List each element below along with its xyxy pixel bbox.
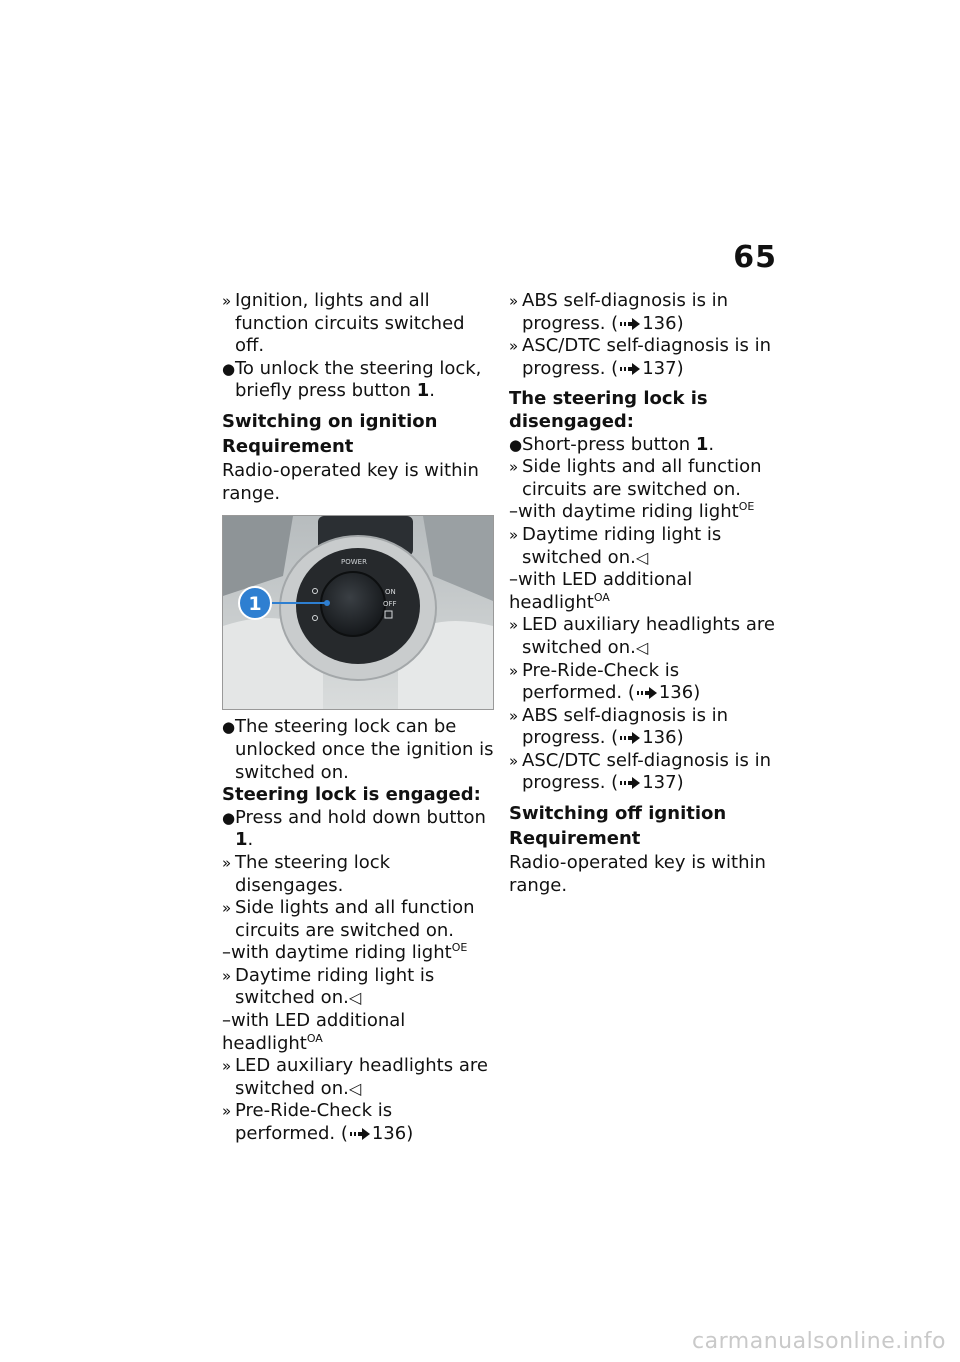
right-column (509, 290, 781, 897)
result-item: » LED auxiliary headlights are switched on.◁ (222, 1055, 488, 1099)
result-item: » Pre-Ride-Check is performed. ( 136) (222, 1100, 414, 1145)
section-heading: Switching on ignition (222, 410, 438, 432)
requirement-text: Radio-operated key is within range. (509, 852, 766, 896)
page-ref-arrow-icon (620, 318, 640, 330)
result-item: » ABS self-diagnosis is in progress. ( 136) (509, 290, 729, 334)
result-item: » ASC/DTC self-diagnosis is in progress. ( 137) (509, 749, 772, 794)
page-reference[interactable]: ( 137) (611, 357, 684, 379)
condition-item: –with LED additional headlight$^{OA}$ (509, 569, 693, 613)
page-ref-arrow-icon (620, 363, 640, 375)
requirement-text: Radio-operated key is within range. (222, 460, 479, 504)
condition-item: –with daytime riding light$^{OE}$ (222, 941, 468, 964)
section-heading: Switching off ignition (509, 803, 727, 825)
result-item: » ABS self-diagnosis is in progress. ( 136) (509, 704, 729, 749)
dial-off-label: OFF (383, 600, 397, 609)
dial-power-label: POWER (341, 558, 367, 567)
step-marker: ● (222, 359, 236, 378)
step-item: ● The steering lock can be unlocked once the ignition is switched on. (222, 716, 494, 783)
requirement-heading: Requirement (509, 827, 641, 849)
result-item: » Pre-Ride-Check is performed. ( 136) (509, 659, 701, 704)
result-marker: » (222, 292, 232, 310)
ignition-switch-illustration (223, 516, 493, 709)
page-ref-arrow-icon (620, 732, 640, 744)
page-ref-arrow-icon (350, 1128, 370, 1140)
result-item: » LED auxiliary headlights are switched on.◁ (509, 614, 775, 658)
dial-on-label: ON (385, 588, 396, 597)
page-reference[interactable]: ( 137) (611, 772, 684, 794)
page-reference[interactable]: ( 136) (611, 727, 684, 749)
result-item: » The steering lock disengages. (222, 851, 391, 896)
page-reference[interactable]: ( 136) (340, 1123, 414, 1145)
requirement-heading: Requirement (222, 435, 354, 457)
step-item: ● To unlock the steering lock, briefly press button 1. (222, 357, 482, 402)
end-marker: ◁ (348, 988, 362, 1008)
result-item: » Ignition, lights and all function circuits switched off. (222, 290, 465, 357)
callout-number: 1 (248, 593, 262, 616)
page-ref-arrow-icon (637, 687, 657, 699)
engaged-heading: Steering lock is engaged: (222, 784, 481, 806)
condition-item: –with LED additional headlight$^{OA}$ (222, 1010, 406, 1054)
step-item: ● Press and hold down button 1. (222, 806, 486, 851)
disengaged-heading: The steering lock is disengaged: (509, 388, 708, 432)
result-item: » Daytime riding light is switched on.◁ (509, 523, 722, 568)
result-item: » Side lights and all function circuits are switched on. (222, 897, 475, 941)
result-item: » Daytime riding light is switched on.◁ (222, 964, 435, 1009)
result-item: » ASC/DTC self-diagnosis is in progress. ( 137) (509, 335, 772, 379)
left-column (222, 290, 494, 1146)
result-item: » Side lights and all function circuits are switched on. (509, 456, 762, 500)
step-item: ● Short-press button 1. (509, 433, 715, 455)
condition-item: –with daytime riding light$^{OE}$ (509, 500, 755, 523)
ignition-switch-photo (222, 515, 494, 710)
page-number: 65 (733, 240, 777, 275)
page-reference[interactable]: ( 136) (611, 312, 684, 334)
button-ref: 1 (416, 380, 430, 402)
page-reference[interactable]: ( 136) (627, 682, 701, 704)
watermark: carmanualsonline.info (692, 1329, 946, 1354)
page-ref-arrow-icon (620, 777, 640, 789)
